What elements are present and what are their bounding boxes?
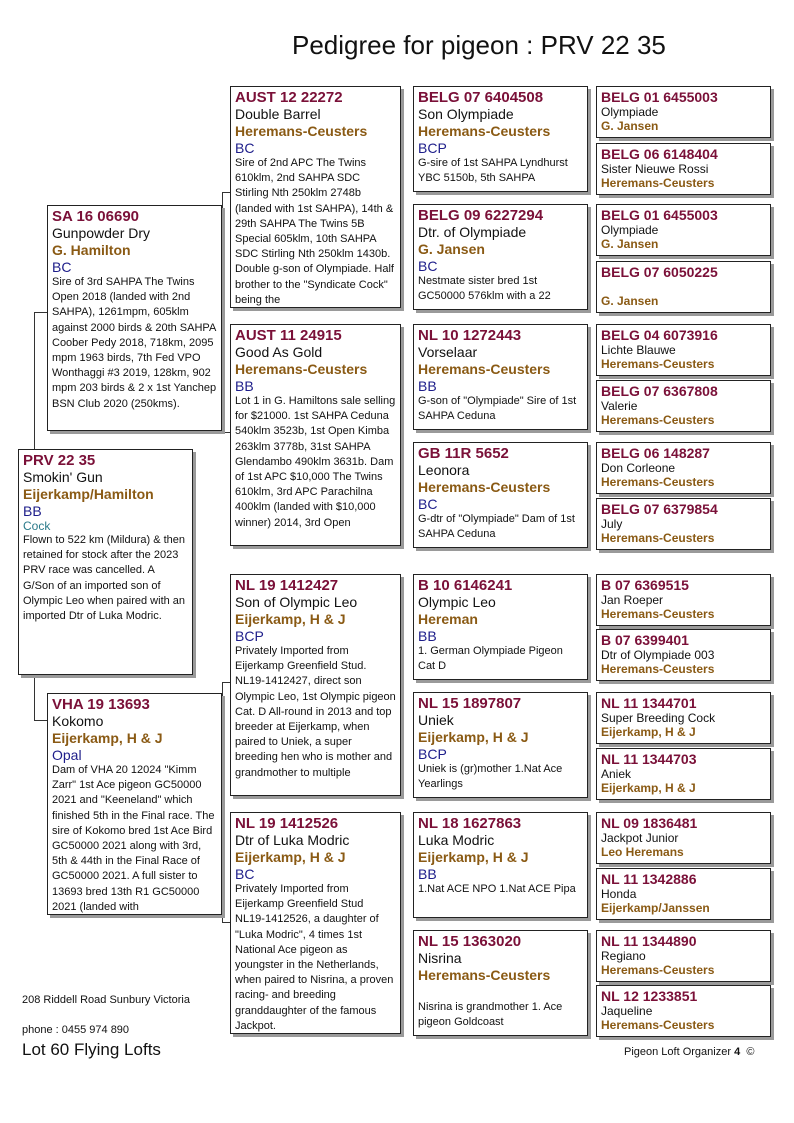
breeder-name: G. Jansen — [601, 237, 659, 251]
connector-line — [222, 192, 223, 432]
ring-number: NL 15 1363020 — [418, 933, 522, 950]
pigeon-card-g3[interactable] — [596, 204, 771, 256]
breeder-name: G. Jansen — [418, 241, 485, 257]
software-credit — [624, 1046, 754, 1058]
pigeon-color: BCP — [418, 746, 447, 762]
breeder-name: Hereman — [418, 611, 478, 627]
breeder-name: Heremans-Ceusters — [601, 475, 715, 489]
pigeon-card-ss[interactable] — [230, 86, 401, 308]
ring-number: NL 09 1836481 — [601, 815, 698, 831]
breeder-name: Eijerkamp, H & J — [235, 611, 346, 627]
ring-number: BELG 09 6227294 — [418, 207, 544, 224]
ring-number: B 07 6369515 — [601, 577, 689, 593]
pigeon-card-g10[interactable] — [596, 629, 771, 681]
breeder-name: Heremans-Ceusters — [418, 479, 551, 495]
breeder-name: Eijerkamp, H & J — [418, 849, 529, 865]
pigeon-info: Lot 1 in G. Hamiltons sale selling for $21000. 1st SAHPA Ceduna 540klm 3523b, 1st Open Kimba 263klm 3778b, 31st SAHPA Glendambo 490klm 3631b. Dam of 1st APC $10,000 The Twins 610klm, 3rd APC Parachilna 400klm (landed with $10,000 winner) 2014, 3rd Open — [235, 395, 396, 529]
pigeon-info: Nisrina is grandmother 1. Ace pigeon Goldcoast — [418, 1001, 563, 1029]
pigeon-card-g13[interactable] — [596, 812, 771, 864]
pigeon-card-dss[interactable] — [413, 574, 588, 680]
ring-number: BELG 04 6073916 — [601, 327, 718, 343]
pigeon-name: Double Barrel — [235, 106, 321, 122]
connector-line — [34, 312, 47, 313]
pigeon-card-sd[interactable] — [230, 324, 401, 546]
breeder-name: G. Jansen — [601, 294, 659, 308]
pigeon-name: Gunpowder Dry — [52, 225, 151, 241]
ring-number: NL 12 1233851 — [601, 988, 698, 1004]
breeder-name: Eijerkamp/Janssen — [601, 901, 710, 915]
loft-name: Lot 60 Flying Lofts — [22, 1040, 161, 1059]
pigeon-card-sdd[interactable] — [413, 442, 588, 548]
pigeon-card-ds[interactable] — [230, 574, 401, 796]
breeder-name: Eijerkamp, H & J — [418, 729, 529, 745]
ring-number: SA 16 06690 — [52, 208, 140, 225]
pigeon-card-g16[interactable] — [596, 985, 771, 1037]
ring-number: PRV 22 35 — [23, 452, 96, 469]
breeder-name: Heremans-Ceusters — [601, 963, 715, 977]
pigeon-name: Don Corleone — [601, 461, 676, 475]
ring-number: BELG 07 6367808 — [601, 383, 718, 399]
ring-number: VHA 19 13693 — [52, 696, 150, 713]
pigeon-name: Olympiade — [601, 223, 659, 237]
pigeon-name: Olympic Leo — [418, 594, 496, 610]
pigeon-card-sss[interactable] — [413, 86, 588, 192]
pigeon-info: Sire of 2nd APC The Twins 610klm, 2nd SAHPA SDC Stirling Nth 250klm 2748b (landed with 1st SAHPA), 14th & 29th SAHPA The Twins 5B Special 605klm, 10th SAHPA SDC Stirling Nth 250klm 1430b. Double g-son of Olympiade. Half brother to the "Syndicate Cock" being the — [235, 157, 394, 306]
pigeon-color: BC — [418, 496, 438, 512]
pigeon-card-dd[interactable] — [230, 812, 401, 1034]
breeder-name: Heremans-Ceusters — [235, 123, 368, 139]
pigeon-card-g11[interactable] — [596, 692, 771, 744]
pigeon-name: Sister Nieuwe Rossi — [601, 162, 709, 176]
pigeon-card-dsd[interactable] — [413, 692, 588, 798]
copyright-symbol: © — [746, 1046, 755, 1058]
ring-number: BELG 07 6379854 — [601, 501, 718, 517]
pigeon-info: G-son of "Olympiade" Sire of 1st SAHPA Ceduna — [418, 395, 577, 423]
breeder-name: Eijerkamp/Hamilton — [23, 486, 154, 502]
ring-number: NL 11 1344703 — [601, 751, 697, 767]
ring-number: B 07 6399401 — [601, 632, 689, 648]
pigeon-card-g8[interactable] — [596, 498, 771, 550]
pigeon-card-sds[interactable] — [413, 324, 588, 430]
ring-number: NL 19 1412427 — [235, 577, 339, 594]
connector-line — [222, 432, 230, 433]
loft-address: 208 Riddell Road Sunbury Victoria — [22, 994, 190, 1006]
loft-phone: phone : 0455 974 890 — [22, 1024, 130, 1036]
pigeon-color: BB — [418, 866, 437, 882]
breeder-name: Heremans-Ceusters — [235, 361, 368, 377]
pigeon-card-ddd[interactable] — [413, 930, 588, 1036]
ring-number: AUST 12 22272 — [235, 89, 343, 106]
pigeon-name: Leonora — [418, 462, 470, 478]
connector-line — [34, 676, 35, 720]
pigeon-name: Nisrina — [418, 950, 462, 966]
pigeon-color: BC — [52, 259, 72, 275]
ring-number: NL 10 1272443 — [418, 327, 522, 344]
pigeon-card-g6[interactable] — [596, 380, 771, 432]
pigeon-card-subject[interactable] — [18, 449, 193, 675]
breeder-name: Heremans-Ceusters — [418, 361, 551, 377]
pigeon-name: July — [601, 517, 623, 531]
breeder-name: Eijerkamp, H & J — [235, 849, 346, 865]
pigeon-name: Vorselaar — [418, 344, 478, 360]
ring-number: BELG 07 6404508 — [418, 89, 544, 106]
pigeon-name: Uniek — [418, 712, 454, 728]
pigeon-color — [418, 984, 583, 1000]
ring-number: NL 11 1344701 — [601, 695, 697, 711]
pigeon-name: Son Olympiade — [418, 106, 514, 122]
connector-line — [222, 922, 230, 923]
pigeon-info: Dam of VHA 20 12024 "Kimm Zarr" 1st Ace pigeon GC50000 2021 and "Keeneland" which finished 5th in the Final race. The sire of Kokomo bred 1st Ace Bird GC50000 2021 along with 3rd, 5th & 44th in the Final Race of GC50000 2021. A full sister to 13693 bred 13th R1 GC50000 2021 (landed with — [52, 764, 215, 913]
breeder-name: Eijerkamp, H & J — [601, 725, 696, 739]
breeder-name: Eijerkamp, H & J — [52, 730, 163, 746]
pigeon-name: Aniek — [601, 767, 632, 781]
pigeon-info: 1. German Olympiade Pigeon Cat D — [418, 645, 563, 673]
pigeon-card-g4[interactable] — [596, 261, 771, 313]
pigeon-name: Son of Olympic Leo — [235, 594, 358, 610]
pigeon-card-g1[interactable] — [596, 86, 771, 138]
ring-number: NL 19 1412526 — [235, 815, 339, 832]
pigeon-color: BC — [235, 140, 255, 156]
breeder-name: G. Hamilton — [52, 242, 131, 258]
connector-line — [34, 312, 35, 450]
pigeon-info: Flown to 522 km (Mildura) & then retained for stock after the 2023 PRV race was cancelled. A G/Son of an imported son of Olympic Leo when paired with an imported Dtr of Luka Modric. — [23, 534, 186, 623]
pigeon-card-g12[interactable] — [596, 748, 771, 800]
pigeon-card-g14[interactable] — [596, 868, 771, 920]
pigeon-name: Honda — [601, 887, 637, 901]
pigeon-card-dds[interactable] — [413, 812, 588, 918]
pigeon-color: Opal — [52, 747, 82, 763]
ring-number: BELG 06 148287 — [601, 445, 710, 461]
pigeon-name: Kokomo — [52, 713, 104, 729]
pigeon-color: BC — [418, 258, 438, 274]
pigeon-info: Sire of 3rd SAHPA The Twins Open 2018 (landed with 2nd SAHPA), 1261mpm, 605klm against 2000 birds & 20th SAHPA Coober Pedy 2018, 718km, 2095 mpm 1963 birds, 7th Fed VPO Wonthaggi #3 2019, 128km, 902 mpm 203 birds & 2 x 1st Yanchep BSN Club 2020 (250kms). — [52, 276, 217, 410]
ring-number: AUST 11 24915 — [235, 327, 342, 344]
pigeon-name: Regiano — [601, 949, 646, 963]
ring-number: GB 11R 5652 — [418, 445, 509, 462]
pigeon-info: Nestmate sister bred 1st GC50000 576klm with a 22 — [418, 275, 551, 303]
ring-number: NL 11 1344890 — [601, 933, 697, 949]
pigeon-info: G-dtr of "Olympiade" Dam of 1st SAHPA Ceduna — [418, 513, 575, 541]
ring-number: NL 18 1627863 — [418, 815, 522, 832]
software-name: Pigeon Loft Organizer — [624, 1046, 732, 1058]
ring-number: BELG 07 6050225 — [601, 264, 718, 280]
pigeon-card-g2[interactable] — [596, 143, 771, 195]
pigeon-sex: Cock — [23, 519, 51, 533]
pigeon-name — [601, 280, 766, 294]
connector-line — [222, 682, 223, 922]
pigeon-name: Good As Gold — [235, 344, 323, 360]
breeder-name: G. Jansen — [601, 119, 659, 133]
pigeon-name: Dtr. of Olympiade — [418, 224, 527, 240]
pigeon-color: BB — [418, 378, 437, 394]
breeder-name: Heremans-Ceusters — [418, 967, 551, 983]
pigeon-name: Olympiade — [601, 105, 659, 119]
pigeon-name: Dtr of Luka Modric — [235, 832, 350, 848]
pigeon-info: Uniek is (gr)mother 1.Nat Ace Yearlings — [418, 763, 563, 791]
pigeon-name: Jackpot Junior — [601, 831, 679, 845]
pigeon-info: Privately Imported from Eijerkamp Greenfield Stud NL19-1412526, a daughter of "Luka Modric", 4 times 1st National Ace pigeon as youngster in the Netherlands, when paired to Nisrina, a proven racing- and breeding granddaughter of the famous Jackpot. — [235, 883, 394, 1032]
pigeon-info: 1.Nat ACE NPO 1.Nat ACE Pipa — [418, 883, 576, 895]
pigeon-info: Privately Imported from Eijerkamp Greenfield Stud. NL19-1412427, direct son Olympic Leo, 1st Olympic pigeon Cat. D All-round in 2013 and top breeder at Eijerkamp, when paired to Uniek, a super breeding hen who is mother and grandmother to multiple — [235, 645, 396, 779]
pigeon-name: Smokin' Gun — [23, 469, 103, 485]
breeder-name: Heremans-Ceusters — [601, 662, 715, 676]
ring-number: BELG 01 6455003 — [601, 89, 718, 105]
pigeon-name: Jan Roeper — [601, 593, 664, 607]
breeder-name: Heremans-Ceusters — [601, 357, 715, 371]
connector-line — [222, 682, 230, 683]
pigeon-card-ssd[interactable] — [413, 204, 588, 310]
pigeon-color: BC — [235, 866, 255, 882]
pigeon-card-g7[interactable] — [596, 442, 771, 494]
breeder-name: Heremans-Ceusters — [601, 176, 715, 190]
breeder-name: Heremans-Ceusters — [601, 1018, 715, 1032]
ring-number: BELG 06 6148404 — [601, 146, 718, 162]
pigeon-name: Dtr of Olympiade 003 — [601, 648, 715, 662]
pigeon-color: BB — [418, 628, 437, 644]
pigeon-name: Lichte Blauwe — [601, 343, 676, 357]
pigeon-name: Jaqueline — [601, 1004, 653, 1018]
breeder-name: Heremans-Ceusters — [418, 123, 551, 139]
connector-line — [34, 720, 47, 721]
pigeon-name: Valerie — [601, 399, 638, 413]
pigeon-card-g15[interactable] — [596, 930, 771, 982]
pigeon-info: G-sire of 1st SAHPA Lyndhurst YBC 5150b, 5th SAHPA — [418, 157, 568, 185]
software-version: 4 — [734, 1046, 741, 1058]
page-title: Pedigree for pigeon : PRV 22 35 — [292, 30, 666, 60]
ring-number: NL 15 1897807 — [418, 695, 522, 712]
pigeon-color: BB — [23, 503, 42, 519]
breeder-name: Heremans-Ceusters — [601, 607, 715, 621]
pigeon-name: Super Breeding Cock — [601, 711, 716, 725]
breeder-name: Heremans-Ceusters — [601, 413, 715, 427]
breeder-name: Eijerkamp, H & J — [601, 781, 696, 795]
ring-number: NL 11 1342886 — [601, 871, 697, 887]
ring-number: BELG 01 6455003 — [601, 207, 718, 223]
ring-number: B 10 6146241 — [418, 577, 513, 594]
pigeon-card-sire[interactable] — [47, 205, 222, 431]
connector-line — [222, 192, 230, 193]
breeder-name: Leo Heremans — [601, 845, 684, 859]
pigeon-card-g5[interactable] — [596, 324, 771, 376]
pigeon-name: Luka Modric — [418, 832, 495, 848]
pigeon-color: BCP — [235, 628, 264, 644]
pigeon-card-dam[interactable] — [47, 693, 222, 915]
breeder-name: Heremans-Ceusters — [601, 531, 715, 545]
pigeon-color: BCP — [418, 140, 447, 156]
pigeon-card-g9[interactable] — [596, 574, 771, 626]
pigeon-color: BB — [235, 378, 254, 394]
